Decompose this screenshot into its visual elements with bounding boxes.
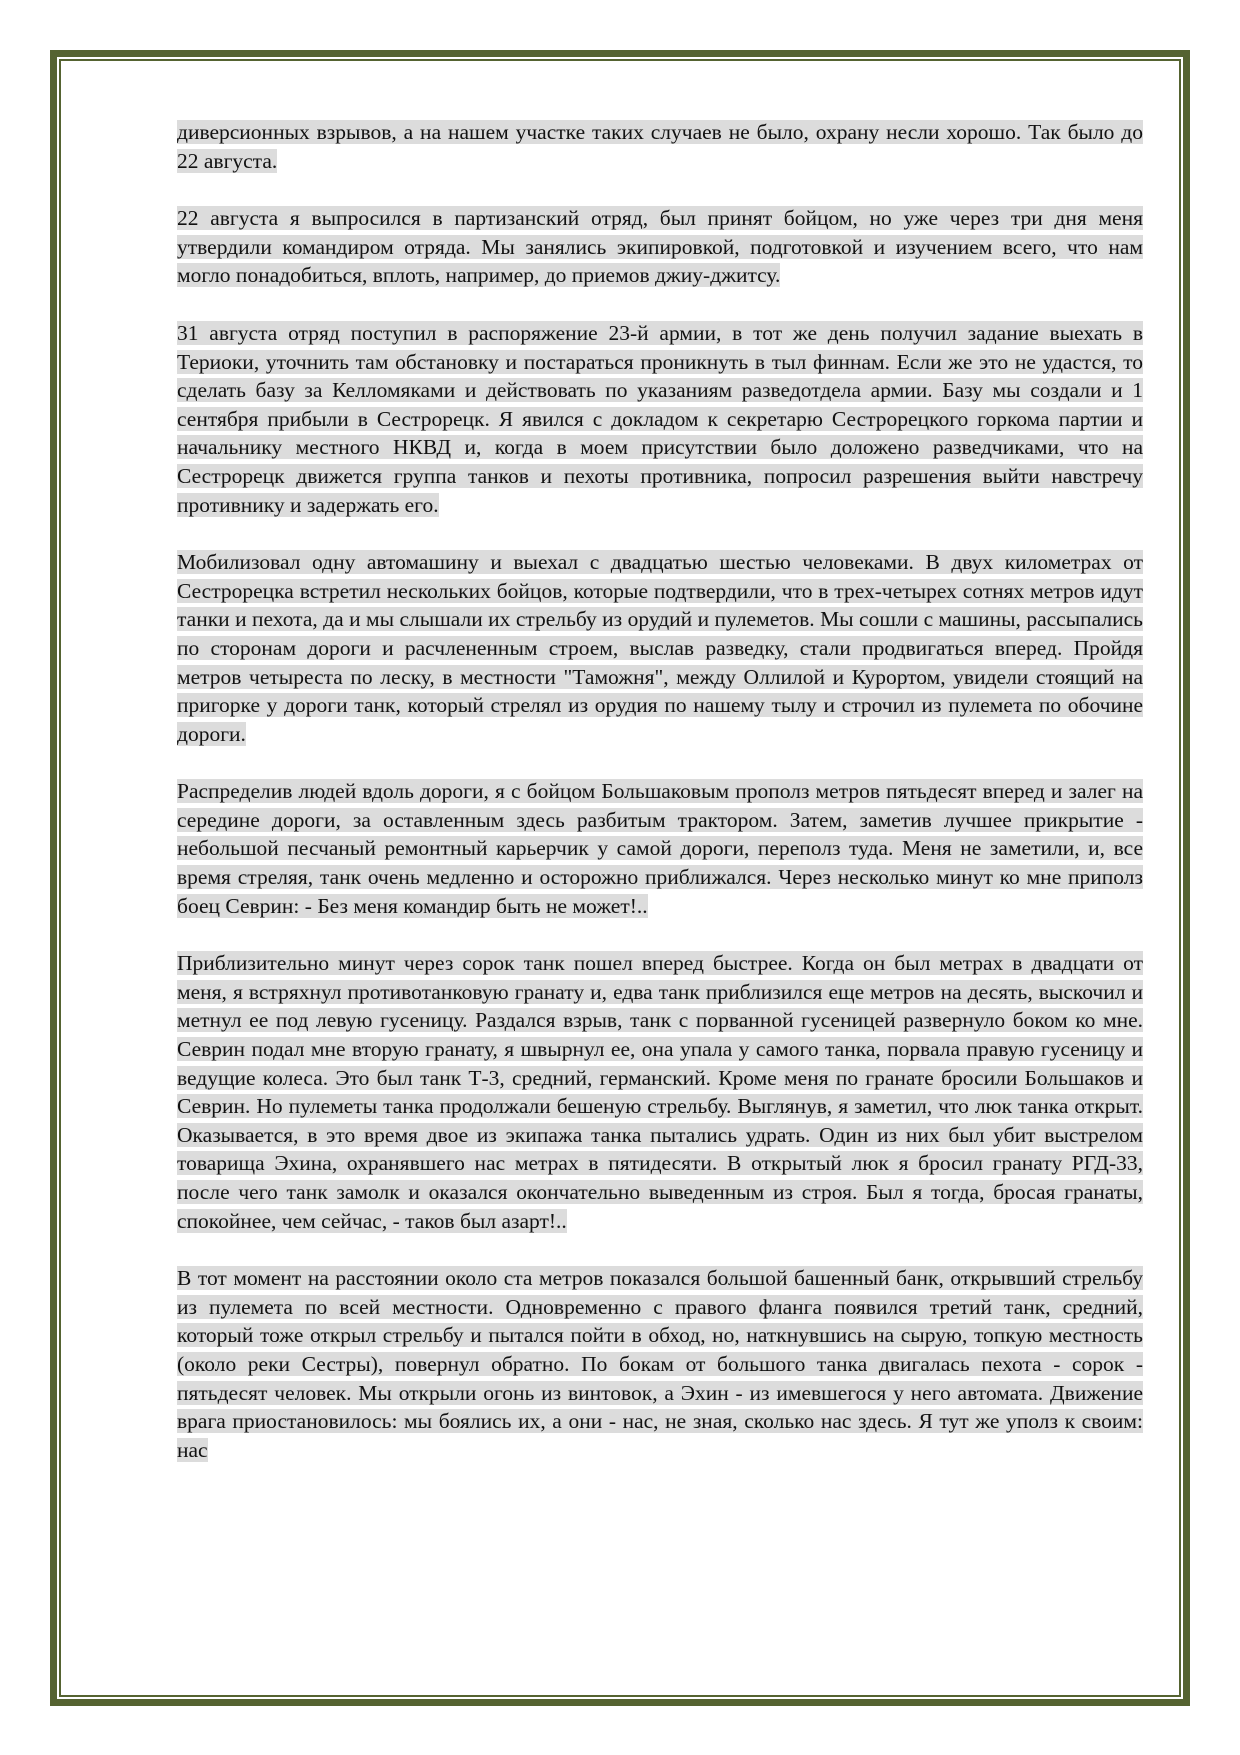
paragraph <box>177 118 1143 175</box>
paragraph-text: 31 августа отряд поступил в распоряжение 23-й армии, в тот же день получил задание выехать в Териоки, уточнить там обстановку и постараться проникнуть в тыл финнам. Если же это не удастся, то сделать базу за Келломяками и действовать по указаниям разведотдела армии. Базу мы создали и 1 сентября прибыли в Сестрорецк. Я явился с докладом к секретарю Сестрорецкого горкома партии и начальнику местного НКВД и, когда в моем присутствии было доложено разведчиками, что на Сестрорецк движется группа танков и пехоты противника, попросил разрешения выйти навстречу противнику и задержать его. <box>177 320 1143 517</box>
paragraph-text: В тот момент на расстоянии около ста метров показался большой башенный банк, открывший стрельбу из пулемета по всей местности. Одновременно с правого фланга появился третий танк, средний, который тоже открыл стрельбу и пытался пойти в обход, но, наткнувшись на сырую, топкую местность (около реки Сестры), повернул обратно. По бокам от большого танка двигалась пехота - сорок - пятьдесят человек. Мы открыли огонь из винтовок, а Эхин - из имевшегося у него автомата. Движение врага приостановилось: мы боялись их, а они - нас, не зная, сколько нас здесь. Я тут же уполз к своим: нас <box>177 1266 1143 1462</box>
paragraph-text: Приблизительно минут через сорок танк пошел вперед быстрее. Когда он был метрах в двадцати от меня, я встряхнул противотанковую гранату и, едва танк приблизился еще метров на десять, выскочил и метнул ее под левую гусеницу. Раздался взрыв, танк с порванной гусеницей развернуло боком ко мне. Севрин подал мне вторую гранату, я швырнул ее, она упала у самого танка, порвала правую гусеницу и ведущие колеса. Это был танк Т-3, средний, германский. Кроме меня по гранате бросили Большаков и Севрин. Но пулеметы танка продолжали бешеную стрельбу. Выглянув, я заметил, что люк танка открыт. Оказывается, в это время двое из экипажа танка пытались удрать. Один из них был убит выстрелом товарища Эхина, охранявшего нас метрах в пятидесяти. В открытый люк я бросил гранату РГД-33, после чего танк замолк и оказался окончательно выведенным из строя. Был я тогда, бросая гранаты, спокойнее, чем сейчас, - таков был азарт!.. <box>177 951 1143 1233</box>
paragraph <box>177 319 1143 519</box>
paragraph-text: 22 августа я выпросился в партизанский отряд, был принят бойцом, но уже через три дня меня утвердили командиром отряда. Мы занялись экипировкой, подготовкой и изучением всего, что нам могло понадобиться, вплоть, например, до приемов джиу-джитсу. <box>177 206 1143 288</box>
paragraph <box>177 548 1143 748</box>
document-body <box>177 118 1143 1493</box>
paragraph <box>177 1264 1143 1464</box>
paragraph-text: Мобилизовал одну автомашину и выехал с двадцатью шестью человеками. В двух километрах от Сестрорецка встретил нескольких бойцов, которые подтвердили, что в трех-четырех сотнях метров идут танки и пехота, да и мы слышали их стрельбу из орудий и пулеметов. Мы сошли с машины, рассыпались по сторонам дороги и расчлененным строем, выслав разведку, стали продвигаться вперед. Пройдя метров четыреста по леску, в местности "Таможня", между Оллилой и Курортом, увидели стоящий на пригорке у дороги танк, который стрелял из орудия по нашему тылу и строчил из пулемета по обочине дороги. <box>177 550 1143 746</box>
paragraph <box>177 204 1143 290</box>
paragraph <box>177 949 1143 1235</box>
paragraph-text: диверсионных взрывов, а на нашем участке таких случаев не было, охрану несли хорошо. Так было до 22 августа. <box>177 120 1143 173</box>
paragraph <box>177 777 1143 920</box>
paragraph-text: Распределив людей вдоль дороги, я с бойцом Большаковым прополз метров пятьдесят вперед и залег на середине дороги, за оставленным здесь разбитым трактором. Затем, заметив лучшее прикрытие - небольшой песчаный ремонтный карьерчик у самой дороги, переполз туда. Меня не заметили, и, все время стреляя, танк очень медленно и осторожно приближался. Через несколько минут ко мне приполз боец Севрин: - Без меня командир быть не может!.. <box>177 779 1143 918</box>
